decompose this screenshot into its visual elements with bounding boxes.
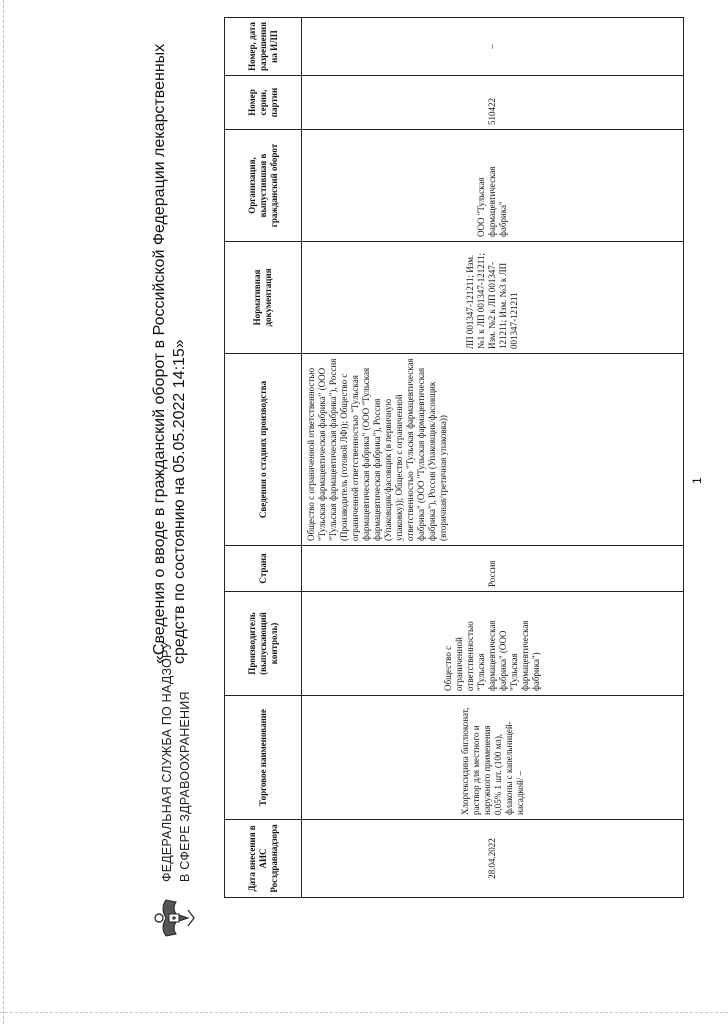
table-header-row: [225, 18, 302, 898]
cell-manufacturer: Общество с ограниченной ответственностью "Тульская фармацевтическая фабрика" (ООО "Тульская фармацевтическая фабрика"): [302, 592, 684, 696]
double-headed-eagle-emblem-icon: [150, 894, 198, 942]
column-header-date: Дата внесения в АИС Росздравнадзора: [225, 820, 302, 898]
cell-date: 28.04.2022: [302, 820, 684, 898]
column-header-stages: Сведения о стадиях производства: [225, 354, 302, 546]
column-header-organization: Организация, выпустившая в гражданский оборот: [225, 130, 302, 242]
medicines-register-table: [224, 17, 684, 898]
cell-trade-name: Хлоргексидина биглюконат, раствор для местного и наружного применения 0,05% 1 шт. (100 мл), флаконы с капельницей-насадкой/ –: [302, 696, 684, 820]
column-header-series: Номер серии, партии: [225, 76, 302, 130]
table-row: [302, 18, 684, 898]
cell-stages: Общество с ограниченной ответственностью "Тульская фармацевтическая фабрика" (ООО "Тульская фармацевтическая фабрика"), Россия (Производитель (готовой ЛФ)); Общество с ограниченной ответственностью "Тульская фармацевтическая фабрика" (ООО "Тульская фармацевтическая фабрика"), Россия (Упаковщик/фасовщик (в первичную упаковку)); Общество с ограниченной ответственностью "Тульская фармацевтическая фабрика" (ООО "Тульская фармацевтическая фабрика"), Россия (Упаковщик/фасовщик (вторичная/третичная упаковка)): [302, 354, 684, 546]
cell-series: 510422: [302, 76, 684, 130]
agency-name-line1: ФЕДЕРАЛЬНАЯ СЛУЖБА ПО НАДЗОРУ: [160, 641, 174, 882]
page-number: 1: [690, 477, 704, 484]
cell-country: Россия: [302, 546, 684, 592]
cell-normative: ЛП 001347-121211; Изм. №1 к ЛП 001347-121211; Изм. №2 к ЛП 001347-121211; Изм. №3 к ЛП 001347-121211: [302, 242, 684, 354]
column-header-permit: Номер, дата разрешения на ИЛП: [225, 18, 302, 76]
column-header-normative: Нормативная документация: [225, 242, 302, 354]
document-title: «Сведения о вводе в гражданский оборот в Российской Федерации лекарственных средств по состоянию на 05.05.2022 14:15»: [151, 43, 188, 664]
column-header-trade-name: Торговое наименование: [225, 696, 302, 820]
column-header-manufacturer: Производитель (выпускающий контроль): [225, 592, 302, 696]
column-header-country: Страна: [225, 546, 302, 592]
cell-organization: ООО "Тульская фармацевтическая фабрика": [302, 130, 684, 242]
agency-name-line2: В СФЕРЕ ЗДРАВООХРАНЕНИЯ: [178, 691, 192, 882]
cell-permit: –: [302, 18, 684, 76]
